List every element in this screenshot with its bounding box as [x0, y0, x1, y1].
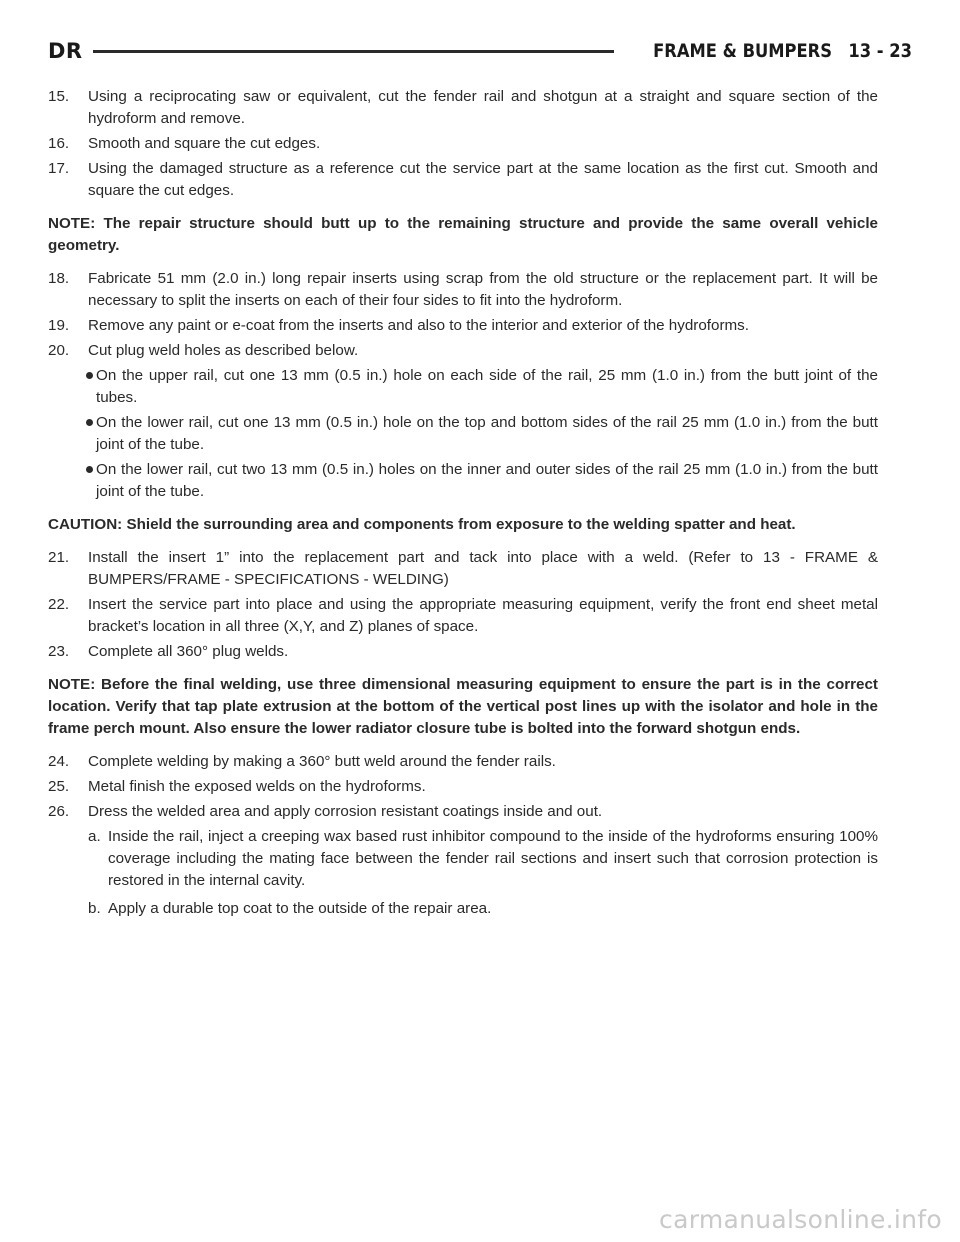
- step-text: Metal finish the exposed welds on the hydroforms.: [88, 778, 426, 795]
- step-text: Install the insert 1” into the replacement part and tack into place with a weld. (Refer to 13 - FRAME & BUMPERS/FRAME - SPECIFICATIONS - WELDING): [88, 549, 878, 588]
- procedure-body: [48, 86, 878, 926]
- step-22: [48, 594, 878, 638]
- step-17: [48, 158, 878, 202]
- substep-letter: a.: [88, 828, 101, 845]
- substep-text: Inside the rail, inject a creeping wax based rust inhibitor compound to the inside of the hydroforms ensuring 100% coverage including the mating face between the fender rail sections and insert such that corrosion protection is restored in the internal cavity.: [108, 828, 878, 889]
- step-number: 22.: [48, 596, 70, 613]
- bullet-icon: [86, 412, 96, 456]
- bullet-item: [86, 412, 878, 456]
- step-number: 19.: [48, 317, 70, 334]
- step-number: 24.: [48, 753, 70, 770]
- bullet-text: On the upper rail, cut one 13 mm (0.5 in.) hole on each side of the rail, 25 mm (1.0 in.) from the butt joint of the tubes.: [96, 367, 878, 406]
- step-text: Remove any paint or e-coat from the inserts and also to the interior and exterior of the hydroforms.: [88, 317, 749, 334]
- step-text: Complete welding by making a 360° butt weld around the fender rails.: [88, 753, 556, 770]
- note-final-welding: NOTE: Before the final welding, use three dimensional measuring equipment to ensure the part is in the correct location. Verify that tap plate extrusion at the bottom of the vertical post lines up with the isolator and hole in the frame perch mount. Also ensure the lower radiator closure tube is bolted into the forward shotgun ends.: [48, 676, 878, 737]
- step-number: 25.: [48, 778, 70, 795]
- page-header: [48, 36, 912, 66]
- step-number: 17.: [48, 160, 70, 177]
- substep-letter: b.: [88, 900, 101, 917]
- bullet-text: On the lower rail, cut two 13 mm (0.5 in.) holes on the inner and outer sides of the rail 25 mm (1.0 in.) from the butt joint of the tube.: [96, 461, 878, 500]
- step-text: Dress the welded area and apply corrosion resistant coatings inside and out.: [88, 803, 603, 820]
- step-number: 26.: [48, 803, 70, 820]
- step-text: Cut plug weld holes as described below.: [88, 342, 359, 359]
- bullet-icon: [86, 459, 96, 503]
- step-26: [48, 801, 878, 823]
- step-20: [48, 340, 878, 362]
- step-number: 23.: [48, 643, 70, 660]
- step-text: Insert the service part into place and using the appropriate measuring equipment, verify the front end sheet metal bracket’s location in all three (X,Y, and Z) planes of space.: [88, 596, 878, 635]
- header-rule: [93, 50, 614, 53]
- step-25: [48, 776, 878, 798]
- page-number: 13 - 23: [848, 40, 912, 62]
- substep-b: [88, 898, 878, 920]
- note-repair-structure: NOTE: The repair structure should butt up to the remaining structure and provide the same overall vehicle geometry.: [48, 215, 878, 254]
- step-number: 21.: [48, 549, 70, 566]
- step-24: [48, 751, 878, 773]
- step-18: [48, 268, 878, 312]
- step-number: 20.: [48, 342, 70, 359]
- bullet-text: On the lower rail, cut one 13 mm (0.5 in.) hole on the top and bottom sides of the rail 25 mm (1.0 in.) from the butt joint of the tube.: [96, 414, 878, 453]
- step-23: [48, 641, 878, 663]
- step-number: 18.: [48, 270, 70, 287]
- step-text: Complete all 360° plug welds.: [88, 643, 289, 660]
- step-text: Using the damaged structure as a reference cut the service part at the same location as the first cut. Smooth and square the cut edges.: [88, 160, 878, 199]
- manual-code: DR: [48, 39, 83, 63]
- watermark: carmanualsonline.info: [659, 1205, 942, 1234]
- step-text: Using a reciprocating saw or equivalent, cut the fender rail and shotgun at a straight and square section of the hydroform and remove.: [88, 88, 878, 127]
- step-19: [48, 315, 878, 337]
- substep-a: [88, 826, 878, 892]
- bullet-item: [86, 459, 878, 503]
- bullet-item: [86, 365, 878, 409]
- bullet-icon: [86, 365, 96, 409]
- step-15: [48, 86, 878, 130]
- caution-welding: CAUTION: Shield the surrounding area and components from exposure to the welding spatter and heat.: [48, 516, 796, 533]
- step-text: Smooth and square the cut edges.: [88, 135, 321, 152]
- section-title: FRAME & BUMPERS: [653, 40, 832, 62]
- step-number: 15.: [48, 88, 70, 105]
- step-21: [48, 547, 878, 591]
- substep-text: Apply a durable top coat to the outside of the repair area.: [108, 900, 492, 917]
- step-number: 16.: [48, 135, 70, 152]
- step-text: Fabricate 51 mm (2.0 in.) long repair inserts using scrap from the old structure or the replacement part. It will be necessary to split the inserts on each of their four sides to fit into the hydroform.: [88, 270, 878, 309]
- step-16: [48, 133, 878, 155]
